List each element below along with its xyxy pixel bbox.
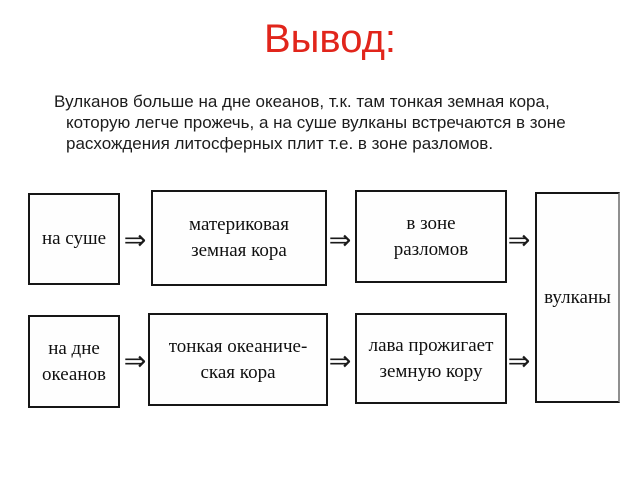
double-right-arrow-icon: ⇒ (507, 225, 531, 256)
box-text: в зоне (406, 212, 456, 234)
double-right-arrow-icon: ⇒ (328, 225, 352, 256)
box-text: на дне (48, 337, 100, 359)
flowchart-box-fault-zone (355, 190, 507, 283)
flowchart-box-on-land (28, 193, 120, 285)
conclusion-line-3: расхождения литосферных плит т.е. в зоне разломов. (66, 134, 494, 153)
flowchart-box-volcanoes (535, 192, 620, 403)
box-text: тонкая океаниче- (168, 335, 308, 357)
conclusion-line-1: Вулканов больше на дне океанов, т.к. там тонкая земная кора, (54, 92, 550, 111)
double-right-arrow-icon: ⇒ (123, 346, 147, 377)
box-text: разломов (393, 238, 469, 260)
box-text: земная кора (191, 240, 287, 261)
double-right-arrow-icon: ⇒ (507, 346, 531, 377)
box-text: вулканы (544, 286, 611, 308)
slide-title: Вывод: (263, 17, 397, 61)
double-right-arrow-icon: ⇒ (123, 225, 147, 256)
flowchart-box-continental-crust (151, 190, 327, 286)
box-text: океанов (42, 363, 106, 385)
flowchart-box-lava-burns-crust (355, 313, 507, 404)
flowchart-box-ocean-floor (28, 315, 120, 408)
box-text: на суше (41, 228, 107, 249)
box-text: лава прожигает (368, 334, 494, 356)
box-text: ская кора (200, 361, 276, 383)
box-text: материковая (189, 214, 289, 235)
box-text: земную кору (379, 360, 483, 382)
conclusion-line-2: которую легче прожечь, а на суше вулканы встречаются в зоне (66, 113, 566, 132)
flowchart-box-thin-oceanic-crust (148, 313, 328, 406)
double-right-arrow-icon: ⇒ (328, 346, 352, 377)
